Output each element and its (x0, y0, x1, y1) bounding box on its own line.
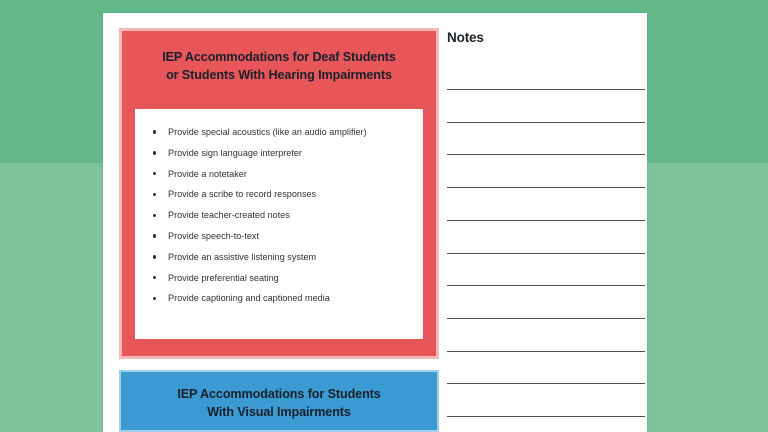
bullet-icon (153, 151, 156, 154)
deaf-accommodations-title (122, 31, 436, 85)
note-line[interactable] (447, 416, 645, 417)
list-item (153, 122, 413, 143)
note-line[interactable] (447, 154, 645, 155)
bullet-icon (153, 130, 156, 133)
note-line[interactable] (447, 220, 645, 221)
list-item-label: Provide an assistive listening system (168, 251, 317, 262)
list-item-label: Provide sign language interpreter (168, 147, 302, 158)
notes-column (447, 13, 647, 432)
note-line[interactable] (447, 89, 645, 90)
bullet-icon (153, 234, 156, 237)
visual-accommodations-title (121, 372, 437, 422)
list-item-label: Provide special acoustics (like an audio amplifier) (168, 127, 367, 137)
visual-accommodations-card (119, 370, 439, 432)
list-item (153, 288, 413, 309)
visual-accommodations-title-line-2: With Visual Impairments (207, 405, 351, 420)
worksheet-page (103, 13, 647, 432)
deaf-accommodations-title-line-1: IEP Accommodations for Deaf Students (162, 50, 396, 64)
note-line[interactable] (447, 351, 645, 352)
bullet-icon (153, 214, 156, 217)
note-line[interactable] (447, 122, 645, 123)
bullet-icon (153, 193, 156, 196)
note-line[interactable] (447, 383, 645, 384)
list-item-label: Provide a scribe to record responses (168, 189, 317, 200)
bullet-icon (153, 255, 156, 258)
note-line[interactable] (447, 285, 645, 286)
bullet-icon (153, 297, 156, 300)
note-line[interactable] (447, 253, 645, 254)
note-line[interactable] (447, 318, 645, 319)
bullet-icon (153, 172, 156, 175)
notes-heading: Notes (447, 30, 484, 45)
list-item (153, 184, 413, 205)
visual-accommodations-title-line-1: IEP Accommodations for Students (177, 387, 381, 401)
deaf-accommodations-card (119, 28, 439, 359)
list-item (153, 268, 413, 289)
list-item-label: Provide captioning and captioned media (168, 293, 330, 304)
bullet-icon (153, 276, 156, 279)
note-line[interactable] (447, 187, 645, 188)
list-item-label: Provide preferential seating (168, 272, 279, 283)
list-item-label: Provide speech-to-text (168, 230, 259, 241)
accommodations-column (119, 13, 449, 432)
list-item-label: Provide teacher-created notes (168, 210, 290, 221)
list-item-label: Provide a notetaker (168, 168, 247, 179)
deaf-accommodations-list-panel (135, 109, 423, 339)
list-item (153, 205, 413, 226)
notes-lines-area (447, 63, 645, 432)
list-item (153, 247, 413, 268)
list-item (153, 164, 413, 185)
deaf-accommodations-list (135, 109, 423, 309)
list-item (153, 226, 413, 247)
list-item (153, 143, 413, 164)
deaf-accommodations-title-line-2: or Students With Hearing Impairments (166, 68, 392, 83)
